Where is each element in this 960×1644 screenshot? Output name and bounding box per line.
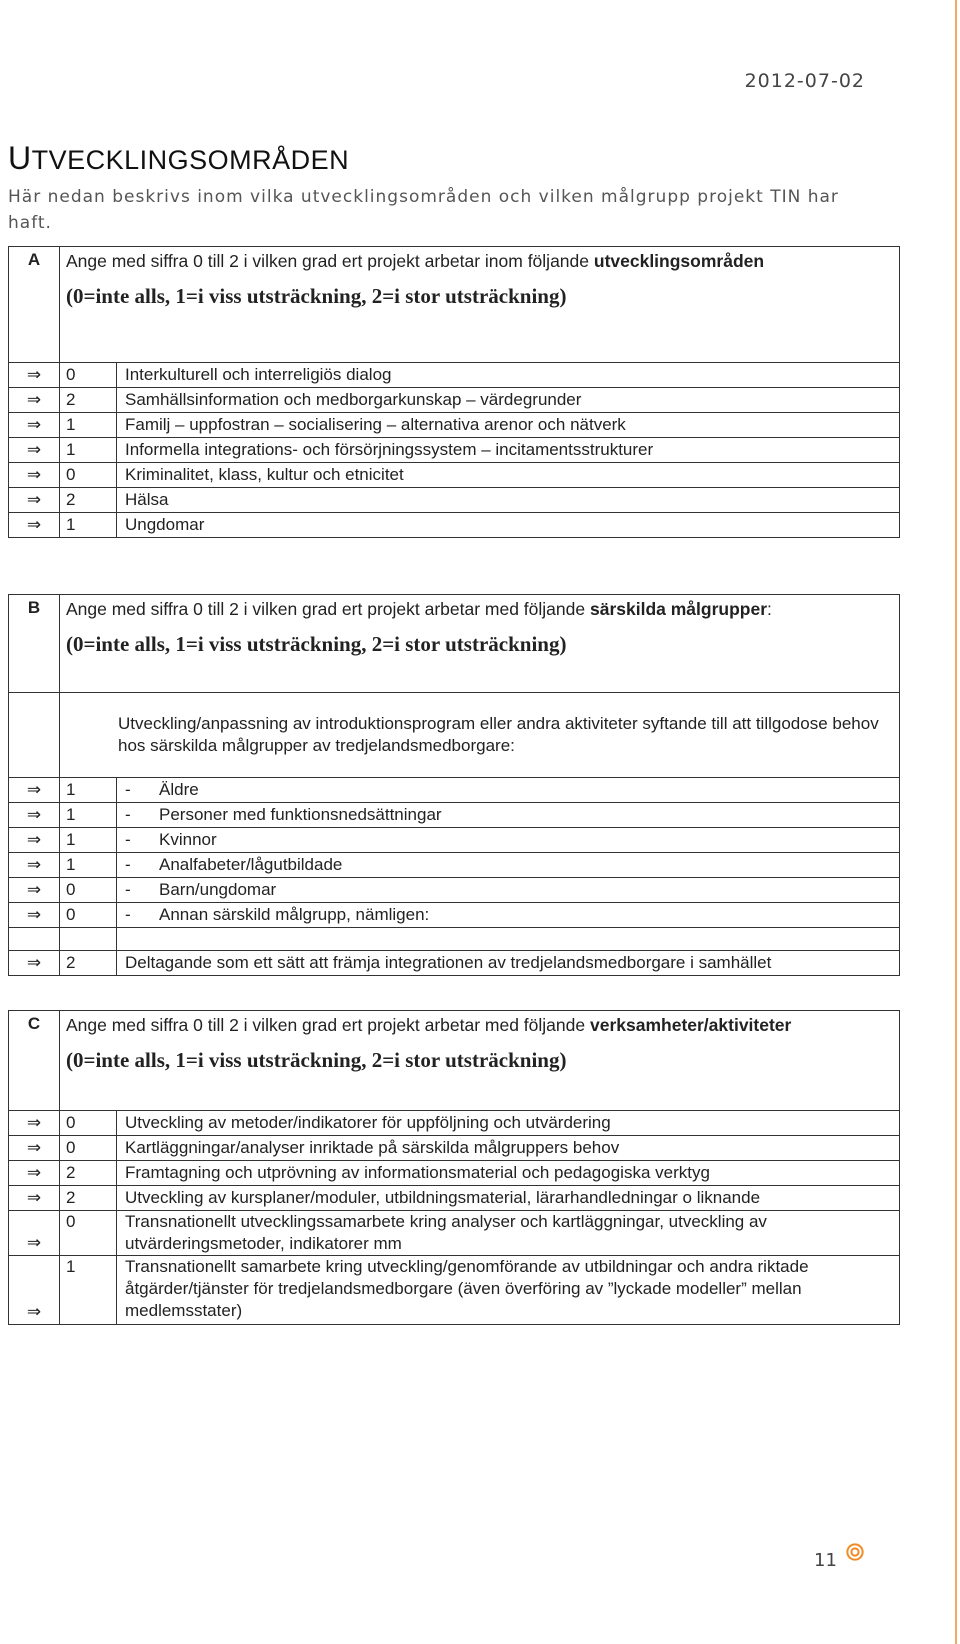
- list-dash: -: [125, 905, 131, 924]
- rating-value: 0: [60, 903, 117, 928]
- table-row: [9, 463, 900, 488]
- rating-value: 0: [60, 363, 117, 388]
- row-label-text: Personer med funktionsnedsättningar: [159, 805, 442, 824]
- section-c-question: Ange med siffra 0 till 2 i vilken grad ert projekt arbetar med följande verksamheter/aktiviteter: [66, 1015, 792, 1035]
- table-row: [9, 1211, 900, 1256]
- table-row: [9, 488, 900, 513]
- list-dash: -: [125, 880, 131, 899]
- arrow-icon: ⇒: [9, 951, 60, 976]
- rating-value: 1: [60, 803, 117, 828]
- row-label: Interkulturell och interreligiös dialog: [117, 363, 900, 388]
- rating-value: 2: [60, 488, 117, 513]
- section-b-intro-row: Utveckling/anpassning av introduktionsprogram eller andra aktiviteter syftande till att tillgodose behov hos särskilda målgrupper av tredjelandsmedborgare:: [60, 693, 900, 778]
- arrow-icon: ⇒: [9, 1161, 60, 1186]
- section-a-header: [60, 247, 900, 363]
- row-label: [117, 803, 900, 828]
- arrow-icon: ⇒: [9, 388, 60, 413]
- section-c-letter: C: [9, 1011, 60, 1111]
- table-row: [9, 1186, 900, 1211]
- row-label: [117, 853, 900, 878]
- row-label: [117, 778, 900, 803]
- rating-value: 1: [60, 438, 117, 463]
- section-c-header: [60, 1011, 900, 1111]
- table-row: [9, 828, 900, 853]
- rating-value: 2: [60, 1186, 117, 1211]
- table-row: [9, 388, 900, 413]
- table-row: [9, 363, 900, 388]
- arrow-icon: ⇒: [9, 803, 60, 828]
- row-label: [117, 878, 900, 903]
- table-row: [9, 413, 900, 438]
- section-b-table: [8, 594, 900, 976]
- arrow-icon: ⇒: [9, 363, 60, 388]
- section-a-table: [8, 246, 900, 538]
- intro-paragraph: Här nedan beskrivs inom vilka utvecklingsområden och vilken målgrupp projekt TIN har haft.: [8, 187, 839, 233]
- row-label: Ungdomar: [117, 513, 900, 538]
- table-row: [9, 1256, 900, 1325]
- rating-value: 0: [60, 1136, 117, 1161]
- arrow-icon: ⇒: [9, 1211, 60, 1256]
- document-date: 2012-07-02: [744, 70, 865, 92]
- row-label: [117, 828, 900, 853]
- row-label: Familj – uppfostran – socialisering – alternativa arenor och nätverk: [117, 413, 900, 438]
- row-label: [117, 903, 900, 928]
- table-row: [9, 903, 900, 928]
- table-row: [9, 853, 900, 878]
- list-dash: -: [125, 830, 131, 849]
- arrow-icon: ⇒: [9, 778, 60, 803]
- list-dash: -: [125, 805, 131, 824]
- arrow-icon: ⇒: [9, 903, 60, 928]
- table-row: [9, 803, 900, 828]
- row-label: Informella integrations- och försörjningssystem – incitamentsstrukturer: [117, 438, 900, 463]
- rating-value: 1: [60, 853, 117, 878]
- page-title: [8, 140, 349, 177]
- rating-value: 1: [60, 778, 117, 803]
- section-c-scale: (0=inte alls, 1=i viss utsträckning, 2=i stor utsträckning): [66, 1048, 567, 1072]
- section-b-empty-row: [9, 928, 900, 951]
- section-b-scale: (0=inte alls, 1=i viss utsträckning, 2=i stor utsträckning): [66, 632, 567, 656]
- arrow-icon: ⇒: [9, 1256, 60, 1325]
- section-b-header: [60, 595, 900, 693]
- row-label: Deltagande som ett sätt att främja integrationen av tredjelandsmedborgare i samhället: [117, 951, 900, 976]
- section-c-table: [8, 1010, 900, 1325]
- rating-value: 1: [60, 513, 117, 538]
- page-edge-rule: [955, 0, 957, 1644]
- row-label-text: Annan särskild målgrupp, nämligen:: [159, 905, 430, 924]
- row-label: Hälsa: [117, 488, 900, 513]
- section-b-letter: B: [9, 595, 60, 693]
- arrow-icon: ⇒: [9, 878, 60, 903]
- arrow-icon: ⇒: [9, 1111, 60, 1136]
- arrow-icon: ⇒: [9, 438, 60, 463]
- row-label: Utveckling av kursplaner/moduler, utbildningsmaterial, lärarhandledningar o liknande: [117, 1186, 900, 1211]
- table-row: [9, 438, 900, 463]
- arrow-icon: ⇒: [9, 1186, 60, 1211]
- arrow-icon: ⇒: [9, 828, 60, 853]
- rating-value: 1: [60, 1256, 117, 1325]
- section-a-scale: (0=inte alls, 1=i viss utsträckning, 2=i stor utsträckning): [66, 284, 567, 308]
- section-a-question: Ange med siffra 0 till 2 i vilken grad ert projekt arbetar inom följande utvecklingsområden: [66, 251, 765, 271]
- table-row: [9, 878, 900, 903]
- target-logo-icon: [846, 1543, 864, 1561]
- rating-value: 2: [60, 388, 117, 413]
- table-row: [9, 1161, 900, 1186]
- table-row: [9, 513, 900, 538]
- rating-value: 0: [60, 878, 117, 903]
- section-a-letter: A: [9, 247, 60, 363]
- rating-value: 0: [60, 463, 117, 488]
- arrow-icon: ⇒: [9, 513, 60, 538]
- row-label-text: Kvinnor: [159, 830, 217, 849]
- arrow-icon: ⇒: [9, 463, 60, 488]
- row-label-text: Barn/ungdomar: [159, 880, 277, 899]
- row-label: Framtagning och utprövning av informationsmaterial och pedagogiska verktyg: [117, 1161, 900, 1186]
- table-row: [9, 778, 900, 803]
- section-b-question: Ange med siffra 0 till 2 i vilken grad ert projekt arbetar med följande särskilda målgrupper:: [66, 599, 772, 619]
- title-initial: U: [8, 140, 32, 176]
- title-rest: TVECKLINGSOMRÅDEN: [31, 145, 350, 175]
- rating-value: 1: [60, 828, 117, 853]
- rating-value: 0: [60, 1111, 117, 1136]
- row-label: Utveckling av metoder/indikatorer för uppföljning och utvärdering: [117, 1111, 900, 1136]
- row-label: Kartläggningar/analyser inriktade på särskilda målgruppers behov: [117, 1136, 900, 1161]
- arrow-icon: ⇒: [9, 413, 60, 438]
- row-label: Transnationellt samarbete kring utveckling/genomförande av utbildningar och andra riktade åtgärder/tjänster för tredjelandsmedborgare (även överföring av ”lyckade modeller” mellan medlemsstater): [117, 1256, 900, 1325]
- list-dash: -: [125, 855, 131, 874]
- rating-value: 2: [60, 951, 117, 976]
- rating-value: 0: [60, 1211, 117, 1256]
- arrow-icon: ⇒: [9, 1136, 60, 1161]
- row-label: Transnationellt utvecklingssamarbete kring analyser och kartläggningar, utveckling av utvärderingsmetoder, indikatorer mm: [117, 1211, 900, 1256]
- arrow-icon: ⇒: [9, 488, 60, 513]
- row-label-text: Analfabeter/lågutbildade: [159, 855, 343, 874]
- section-b-final-row: [9, 951, 900, 976]
- rating-value: 2: [60, 1161, 117, 1186]
- list-dash: -: [125, 780, 131, 799]
- row-label-text: Äldre: [159, 780, 199, 799]
- table-row: [9, 1136, 900, 1161]
- page-number: 11: [814, 1550, 837, 1571]
- table-row: [9, 1111, 900, 1136]
- rating-value: 1: [60, 413, 117, 438]
- row-label: Kriminalitet, klass, kultur och etnicitet: [117, 463, 900, 488]
- row-label: Samhällsinformation och medborgarkunskap – värdegrunder: [117, 388, 900, 413]
- arrow-icon: ⇒: [9, 853, 60, 878]
